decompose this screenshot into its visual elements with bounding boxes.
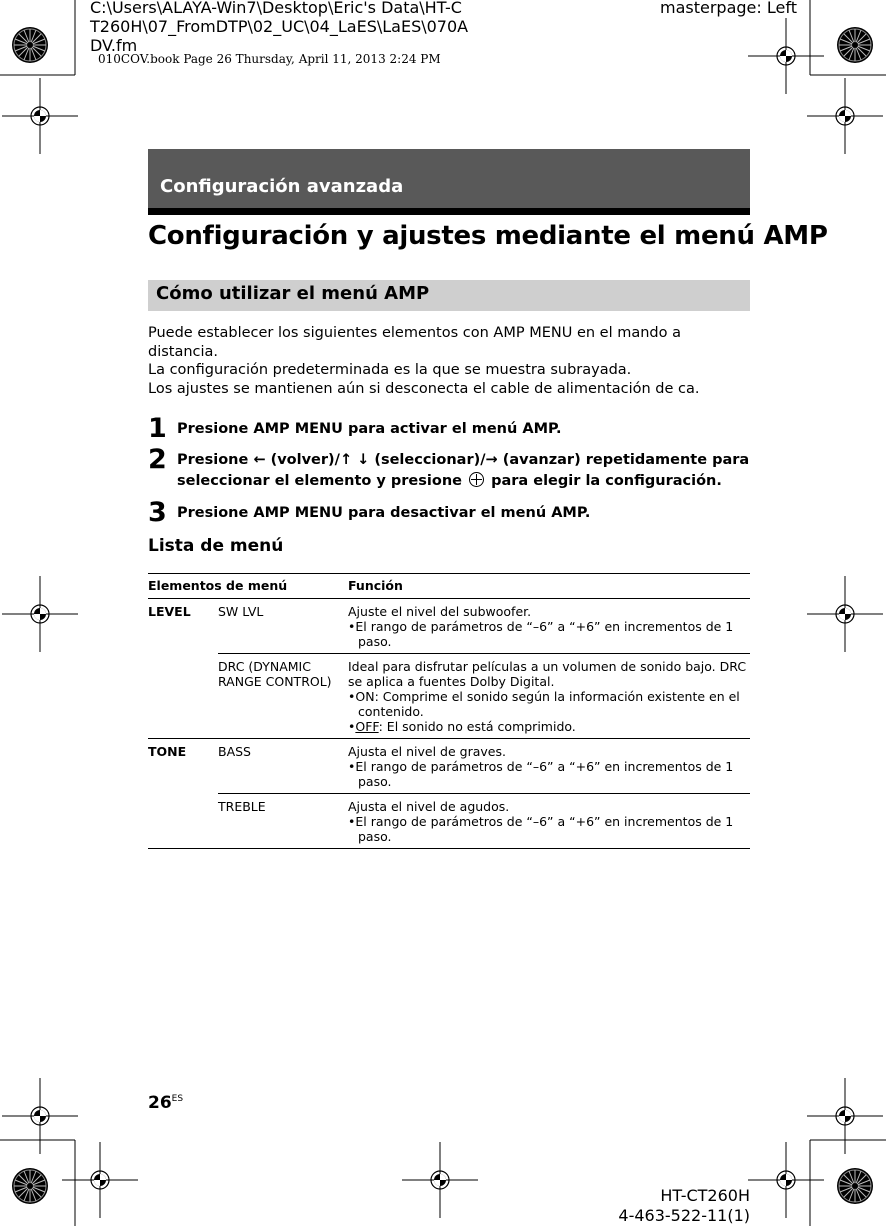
intro-line: Puede establecer los siguientes elementos con AMP MENU en el mando a distancia. (148, 325, 681, 360)
step-text-part: para elegir la configuración. (491, 473, 722, 489)
function-bullet: •El rango de parámetros de “–6” a “+6” en incrementos de 1 paso. (348, 814, 734, 844)
book-info-line: 010COV.book Page 26 Thursday, April 11, 2013 2:24 PM (98, 52, 441, 66)
step-text: Presione AMP MENU para desactivar el menú AMP. (177, 505, 591, 521)
registration-mark-icon (807, 576, 883, 652)
item-cell: BASS (218, 739, 348, 794)
function-bullet: •ON: Comprime el sonido según la información existente en el contenido. (348, 689, 740, 719)
section-rule (148, 208, 750, 215)
function-bullet: •El rango de parámetros de “–6” a “+6” en incrementos de 1 paso. (348, 619, 734, 649)
step-text: Presione AMP MENU para activar el menú AMP. (177, 421, 562, 437)
category-cell: LEVEL (148, 599, 218, 739)
model-code: 4-463-522-11(1) (618, 1206, 750, 1225)
step-text (177, 450, 752, 492)
intro-line: Los ajustes se mantienen aún si desconecta el cable de alimentación de ca. (148, 380, 700, 397)
function-desc: Ajuste el nivel del subwoofer. (348, 604, 532, 619)
function-cell (348, 599, 750, 654)
column-header-function: Función (348, 574, 750, 599)
intro-line: La configuración predeterminada es la que se muestra subrayada. (148, 362, 632, 378)
function-cell (348, 654, 750, 739)
function-desc: Ideal para disfrutar películas a un volumen de sonido bajo. DRC se aplica a fuentes Dolby Digital. (348, 659, 747, 689)
starburst-icon (837, 1168, 873, 1204)
page-number (148, 1093, 183, 1113)
step-number: 3 (148, 497, 167, 528)
item-cell: TREBLE (218, 794, 348, 849)
starburst-icon (12, 27, 48, 63)
intro-text (148, 324, 750, 398)
page-suffix: ES (171, 1094, 184, 1104)
item-cell: SW LVL (218, 599, 348, 654)
menu-table (148, 573, 750, 849)
table-row (148, 794, 750, 849)
table-row (148, 739, 750, 794)
table-header-row (148, 574, 750, 599)
registration-mark-icon (807, 1078, 883, 1154)
file-path: C:\Users\ALAYA-Win7\Desktop\Eric's Data\HT-CT260H\07_FromDTP\02_UC\04_LaES\LaES\070ADV.fm (90, 0, 469, 55)
subsection-title: Cómo utilizar el menú AMP (156, 283, 430, 304)
category-cell: TONE (148, 739, 218, 849)
step-number: 1 (148, 413, 167, 444)
bullet-text: ON: Comprime el sonido según la información existente en el contenido. (355, 689, 740, 719)
default-value: OFF (355, 719, 379, 734)
function-desc: Ajusta el nivel de graves. (348, 744, 506, 759)
table-row (148, 599, 750, 654)
registration-mark-icon (2, 1078, 78, 1154)
function-bullet: •OFF: El sonido no está comprimido. (348, 719, 576, 734)
bullet-text: El rango de parámetros de “–6” a “+6” en incrementos de 1 paso. (355, 619, 734, 649)
function-bullet: •El rango de parámetros de “–6” a “+6” en incrementos de 1 paso. (348, 759, 734, 789)
registration-mark-icon (2, 78, 78, 154)
model-info (600, 1186, 750, 1226)
registration-mark-icon (748, 18, 824, 94)
starburst-icon (12, 1168, 48, 1204)
registration-mark-icon (402, 1142, 478, 1218)
masterpage-label: masterpage: Left (660, 0, 797, 17)
registration-mark-icon (62, 1142, 138, 1218)
bullet-text: El rango de parámetros de “–6” a “+6” en incrementos de 1 paso. (355, 759, 734, 789)
page-title: Configuración y ajustes mediante el menú AMP (148, 221, 828, 251)
model-name: HT-CT260H (660, 1186, 750, 1205)
registration-mark-icon (2, 576, 78, 652)
starburst-icon (837, 27, 873, 63)
step-text-part: Presione ← (volver)/↑ ↓ (seleccionar)/→ (avanzar) repetidamente para seleccionar el elemento y presione (177, 452, 750, 489)
registration-mark-icon (807, 78, 883, 154)
table-row (148, 654, 750, 739)
registration-mark-icon (748, 1142, 824, 1218)
item-cell: DRC (DYNAMIC RANGE CONTROL) (218, 654, 348, 739)
step-number: 2 (148, 444, 167, 475)
function-cell (348, 794, 750, 849)
enter-button-icon (469, 472, 484, 487)
function-cell (348, 739, 750, 794)
menu-list-title: Lista de menú (148, 536, 284, 556)
section-title: Configuración avanzada (160, 176, 404, 197)
bullet-text: : El sonido no está comprimido. (378, 719, 576, 734)
page-number-value: 26 (148, 1093, 172, 1113)
bullet-text: El rango de parámetros de “–6” a “+6” en incrementos de 1 paso. (355, 814, 734, 844)
function-desc: Ajusta el nivel de agudos. (348, 799, 510, 814)
column-header-items: Elementos de menú (148, 574, 348, 599)
